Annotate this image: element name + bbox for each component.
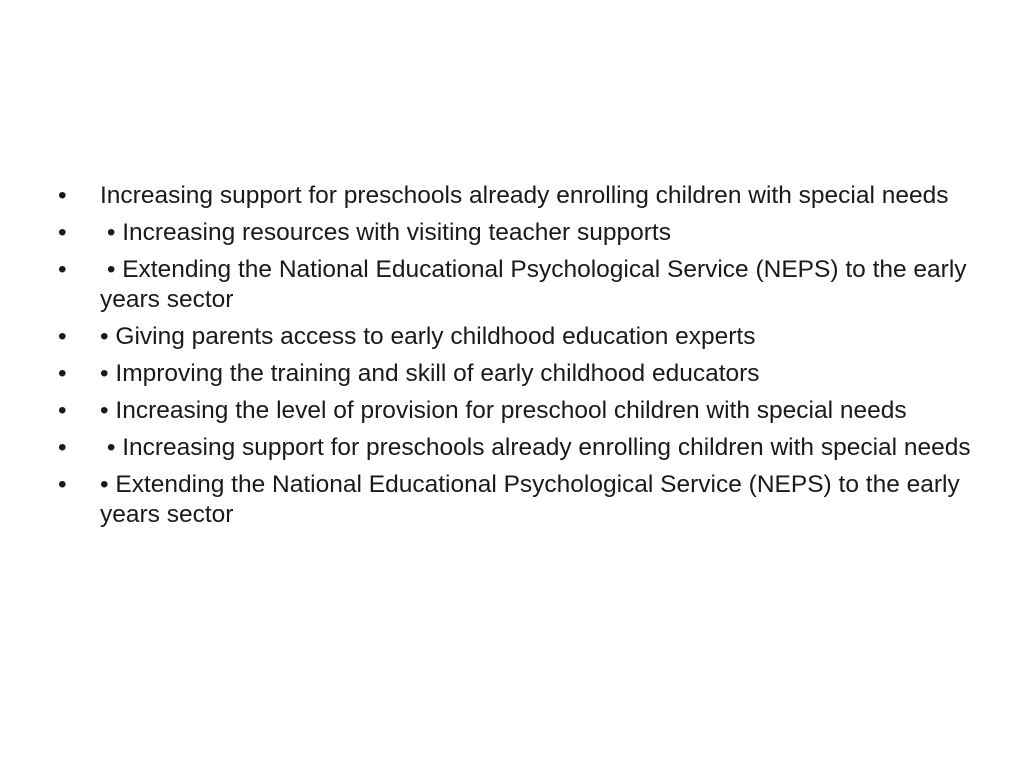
bullet-marker: • xyxy=(58,360,67,387)
bullet-marker: • xyxy=(58,256,67,283)
bullet-marker: • xyxy=(58,397,67,424)
bullet-marker: • xyxy=(58,219,67,246)
bullet-item xyxy=(58,218,978,248)
bullet-text: • Extending the National Educational Psychological Service (NEPS) to the early years sector xyxy=(100,256,974,313)
bullet-marker: • xyxy=(58,471,67,498)
bullet-text: Increasing support for preschools already enrolling children with special needs xyxy=(100,182,949,209)
bullet-marker: • xyxy=(58,323,67,350)
bullet-item xyxy=(58,255,978,315)
bullet-marker: • xyxy=(58,182,67,209)
bullet-item xyxy=(58,181,978,211)
bullet-item xyxy=(58,433,978,463)
bullet-text: • Increasing support for preschools already enrolling children with special needs xyxy=(100,434,971,461)
bullet-item xyxy=(58,322,978,352)
bullet-marker: • xyxy=(58,434,67,461)
bullet-text: • Improving the training and skill of early childhood educators xyxy=(100,360,760,387)
bullet-text: • Increasing the level of provision for preschool children with special needs xyxy=(100,397,907,424)
bullet-list xyxy=(58,181,978,537)
bullet-text: • Increasing resources with visiting teacher supports xyxy=(100,219,671,246)
bullet-item xyxy=(58,359,978,389)
bullet-text: • Giving parents access to early childhood education experts xyxy=(100,323,756,350)
bullet-item xyxy=(58,470,978,530)
bullet-item xyxy=(58,396,978,426)
bullet-text: • Extending the National Educational Psychological Service (NEPS) to the early years sector xyxy=(100,471,967,528)
